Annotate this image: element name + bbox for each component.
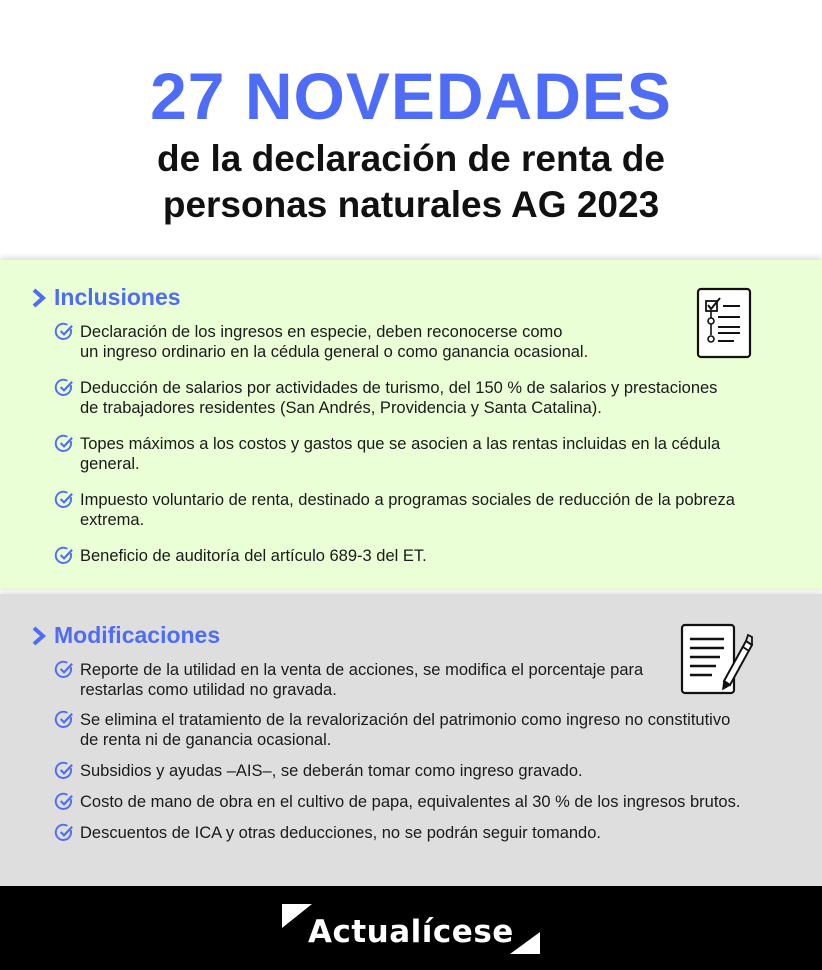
document-pen-icon (680, 623, 754, 695)
item-text: Descuentos de ICA y otras deducciones, no se podrán seguir tomando. (80, 824, 601, 842)
check-circle-icon (54, 545, 75, 566)
check-circle-icon (54, 433, 75, 454)
section-modificaciones (0, 594, 822, 886)
list-item (54, 490, 735, 530)
chevron-right-icon (32, 288, 46, 308)
logo-text: Actualícese (308, 914, 514, 950)
list-item (54, 792, 740, 812)
item-text: Se elimina el tratamiento de la revalorización del patrimonio como ingreso no constitutivo de renta ni de ganancia ocasional. (80, 711, 731, 749)
item-text: Deducción de salarios por actividades de turismo, del 150 % de salarios y prestaciones de trabajadores residentes (San Andrés, Providencia y Santa Catalina). (80, 379, 718, 417)
page-subtitle (0, 136, 822, 228)
list-item (54, 660, 643, 700)
item-text: Declaración de los ingresos en especie, deben reconocerse como un ingreso ordinario en la cédula general o como ganancia ocasional. (80, 323, 589, 361)
check-circle-icon (54, 321, 75, 342)
list-item (54, 710, 730, 750)
list-item (54, 761, 583, 781)
item-text: Beneficio de auditoría del artículo 689-3 del ET. (80, 547, 427, 565)
page-title: 27 NOVEDADES (150, 59, 672, 133)
subtitle-line-1: de la declaración de renta de (157, 138, 665, 179)
check-circle-icon (54, 489, 75, 510)
check-circle-icon (54, 760, 75, 781)
check-circle-icon (54, 791, 75, 812)
brand-logo (0, 886, 822, 970)
header (0, 0, 822, 260)
check-circle-icon (54, 822, 75, 843)
item-text: Impuesto voluntario de renta, destinado a programas sociales de reducción de la pobreza extrema. (80, 491, 735, 529)
section-title: Modificaciones (54, 622, 221, 648)
section-title: Inclusiones (54, 284, 181, 310)
list-item (54, 546, 427, 566)
check-circle-icon (54, 377, 75, 398)
item-text: Reporte de la utilidad en la venta de acciones, se modifica el porcentaje para restarlas como utilidad no gravada. (80, 661, 644, 699)
list-item (54, 434, 720, 474)
item-text: Subsidios y ayudas –AIS–, se deberán tomar como ingreso gravado. (80, 762, 583, 780)
item-text: Costo de mano de obra en el cultivo de papa, equivalentes al 30 % de los ingresos brutos. (80, 793, 741, 811)
list-item (54, 823, 601, 843)
section-header (32, 622, 220, 649)
footer (0, 886, 822, 970)
section-header (32, 284, 181, 311)
list-item (54, 322, 588, 362)
item-text: Topes máximos a los costos y gastos que se asocien a las rentas incluidas en la cédula general. (80, 435, 721, 473)
section-inclusiones (0, 260, 822, 590)
checklist-icon (696, 287, 752, 359)
check-circle-icon (54, 709, 75, 730)
subtitle-line-2: personas naturales AG 2023 (162, 184, 660, 225)
list-item (54, 378, 717, 418)
logo-triangle-bottom-icon (510, 932, 540, 954)
check-circle-icon (54, 659, 75, 680)
chevron-right-icon (32, 626, 46, 646)
